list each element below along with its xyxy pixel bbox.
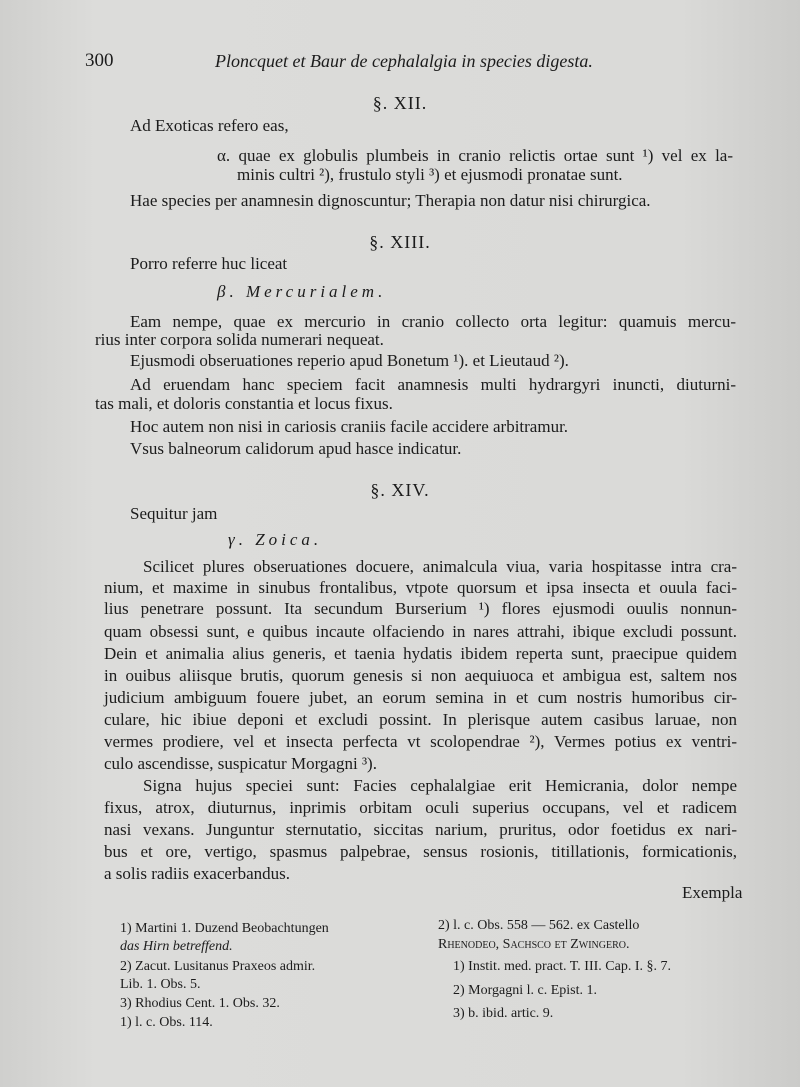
footnote: 1) l. c. Obs. 114. (120, 1015, 213, 1030)
text-line: judicium ambiguum fouere jubet, an eorum semina in et cum nostris humoribus cir- (104, 688, 737, 707)
text-line: culo ascendisse, suspicatur Morgagni ³). (104, 754, 377, 773)
footnote: 2) Zacut. Lusitanus Praxeos admir. (120, 959, 316, 974)
species-label: γ. Zoica. (228, 530, 323, 549)
text-line: a solis radiis exacerbandus. (104, 864, 290, 883)
text-line: Ejusmodi obseruationes reperio apud Bonetum ¹). et Lieutaud ²). (130, 351, 569, 370)
footnote: das Hirn betreffend. (120, 939, 233, 954)
footnote: 3) b. ibid. artic. 9. (453, 1006, 554, 1021)
running-title: Ploncquet et Baur de cephalalgia in species digesta. (215, 51, 593, 71)
text-line: Scilicet plures obseruationes docuere, animalcula viua, varia hospitasse intra cra- (143, 557, 737, 576)
text-line: minis cultri ²), frustulo styli ³) et ejusmodi pronatae sunt. (237, 165, 623, 184)
section-heading-xiii: §. XIII. (369, 232, 431, 252)
text-line: lius penetrare possunt. Ita secundum Burserium ¹) flores ejusmodi ouulis nonnun- (104, 599, 737, 618)
text-line: quam obsessi sunt, e quibus incaute olfaciendo in nares attrahi, ibique excludi possunt. (104, 622, 737, 641)
text-line: Eam nempe, quae ex mercurio in cranio collecto orta legitur: quamuis mercu- (130, 312, 736, 331)
footnote: 1) Instit. med. pract. T. III. Cap. I. §. 7. (453, 959, 671, 974)
footnote: 2) l. c. Obs. 558 — 562. ex Castello (438, 918, 640, 933)
text-line: Vsus balneorum calidorum apud hasce indicatur. (130, 439, 462, 458)
footnote: 1) Martini 1. Duzend Beobachtungen (120, 921, 329, 936)
footnote: 2) Morgagni l. c. Epist. 1. (453, 983, 598, 998)
species-label: β. Mercurialem. (217, 282, 387, 301)
text-line: Signa hujus speciei sunt: Facies cephalalgiae erit Hemicrania, dolor nempe (143, 776, 737, 795)
text-line: bus et ore, vertigo, spasmus palpebrae, sensus rosionis, titillationis, formicationis, (104, 842, 737, 861)
footnote: Lib. 1. Obs. 5. (120, 977, 201, 992)
text-line: nium, et maxime in sinubus frontalibus, vtpote quorsum et ipsa insecta et ouula faci- (104, 578, 737, 597)
text-line: in ouibus aliisque brutis, quorum genesis si non aequiuoca et ambigua est, saltem nos (104, 666, 737, 685)
catchword: Exempla (682, 883, 743, 902)
text-line: α. quae ex globulis plumbeis in cranio relictis ortae sunt ¹) vel ex la- (217, 146, 733, 165)
text-line: rius inter corpora solida numerari nequeat. (95, 330, 384, 349)
text-line: Porro referre huc liceat (130, 254, 288, 273)
text-line: Hoc autem non nisi in cariosis craniis facile accidere arbitramur. (130, 417, 569, 436)
footnote: Rhenodeo, Sachsco et Zwingero. (438, 937, 630, 952)
section-heading-xiv: §. XIV. (370, 480, 430, 500)
text-line: nasi vexans. Junguntur sternutatio, siccitas narium, pruritus, odor foetidus ex nari- (104, 820, 737, 839)
text-line: Sequitur jam (130, 504, 218, 523)
text-line: culare, hic ibiue deponi et excludi possint. In plerisque autem casibus laruae, non (104, 710, 737, 729)
text-line: fixus, atrox, diuturnus, inprimis orbitam oculi superius occupans, vel et radicem (104, 798, 737, 817)
text-line: Hae species per anamnesin dignoscuntur; Therapia non datur nisi chirurgica. (130, 191, 651, 210)
text-line: vermes prodiere, vel et insecta perfecta vt scolopendrae ²), Vermes potius ex ventri- (104, 732, 737, 751)
section-heading-xii: §. XII. (372, 93, 428, 113)
text-line: Ad eruendam hanc speciem facit anamnesis multi hydrargyri inuncti, diuturni- (130, 375, 736, 394)
footnote: 3) Rhodius Cent. 1. Obs. 32. (120, 996, 280, 1011)
text-line: Dein et animalia alius generis, et taenia hydatis ibidem reperta sunt, praecipue quidem (104, 644, 737, 663)
page-number: 300 (85, 50, 114, 71)
text-line: tas mali, et doloris constantia et locus fixus. (95, 394, 393, 413)
text-line: Ad Exoticas refero eas, (130, 116, 289, 135)
